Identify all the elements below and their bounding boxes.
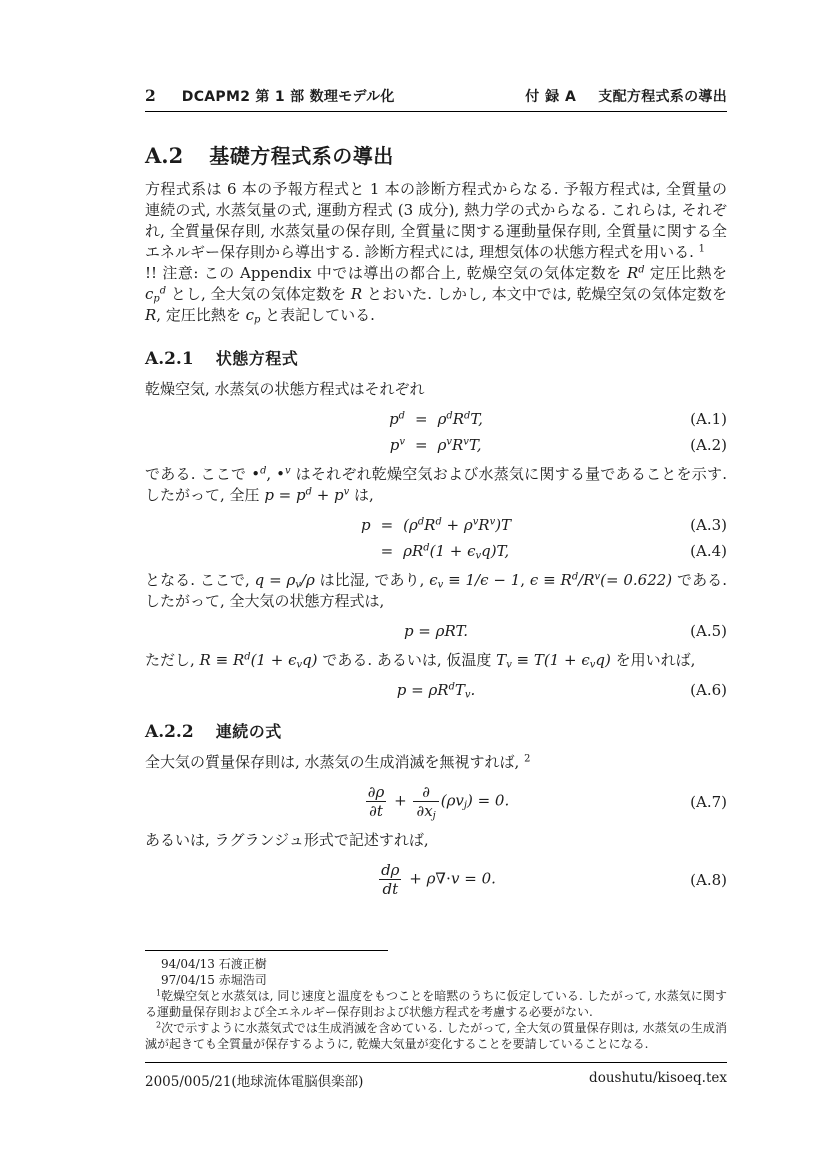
equation-label-cell	[468, 622, 727, 640]
header-appendix-label: 付 録 A	[525, 89, 577, 105]
equation-label-cell	[511, 542, 727, 560]
section-title: 基礎方程式系の導出	[209, 144, 394, 168]
equation-a2-rhs: $\rho^vR^vT$,	[437, 436, 482, 454]
equation-a1-label: (A.1)	[690, 410, 727, 428]
equation-a4-rhs: $\rho R^d(1 + \epsilon_vq)T$,	[403, 542, 510, 562]
equation-label-cell	[475, 681, 727, 699]
equation-a3-label: (A.3)	[690, 516, 727, 534]
equation-a8	[145, 861, 727, 898]
footnote-1-marker: 1	[156, 988, 162, 998]
equation-a3-relation: =	[380, 516, 394, 534]
equation-a5-label: (A.5)	[690, 622, 727, 640]
virtual-temperature-paragraph: ただし, $R \equiv R^d(1 + \epsilon_vq)$ である. あるいは, 仮温度 $T_v \equiv T(1 + \epsilon_vq)$ を用いれば,	[145, 651, 696, 671]
section-heading	[145, 140, 727, 169]
subsection-number: A.2.1	[145, 349, 194, 369]
equation-label-cell	[511, 516, 727, 534]
intro-paragraph: 方程式系は 6 本の予報方程式と 1 本の診断方程式からなる. 予報方程式は, 全質量の連続の式, 水蒸気量の式, 運動方程式 (3 成分), 熱力学の式からなる. これらは, それぞれ, 全質量保存則, 水蒸気量の保存則, 全質量に関する運動量保存則, 全質量に関する全エネルギー保存則から導出する. 診断方程式には, 理想気体の状態方程式を用いる. $^1$	[145, 180, 727, 261]
equation-label-cell	[509, 793, 727, 811]
equation-label-cell	[496, 871, 727, 889]
subsection-heading-state-equation	[145, 346, 727, 369]
footnote-1	[145, 988, 727, 1020]
subsection-heading-continuity	[145, 719, 727, 742]
header-left	[145, 86, 395, 106]
equation-a1-lhs: $p^d$	[389, 410, 405, 428]
equation-a1-relation: =	[415, 410, 428, 428]
equation-a4-relation: =	[380, 542, 394, 560]
equation-a5	[145, 622, 727, 640]
mass-conservation-paragraph: 全大気の質量保存則は, 水蒸気の生成消滅を無視すれば, $^2$	[145, 753, 531, 771]
subsection-title: 連続の式	[215, 722, 282, 741]
equation-a7	[145, 783, 727, 820]
subsection-number: A.2.2	[145, 722, 194, 742]
footnote-2	[145, 1020, 727, 1052]
specific-humidity-paragraph: となる. ここで, $q = \rho_v/\rho$ は比湿, であり, $\epsilon_v \equiv 1/\epsilon - 1$, $\epsilon \equiv R^d/R^v(= 0.622)$ である. したがって, 全大気の状態方程式は,	[145, 571, 727, 610]
equation-label-cell	[483, 410, 727, 428]
footnote-2-text: 次で示すように水蒸気式では生成消滅を含めている. したがって, 全大気の質量保存則は, 水蒸気の生成消滅が起きても全質量が保存するように, 乾燥大気量が変化することを要請していることになる.	[145, 1021, 727, 1051]
footer-left-credit: 2005/005/21(地球流体電脳倶楽部)	[145, 1074, 364, 1090]
page-footer	[145, 1062, 727, 1090]
equation-a3-lhs: p	[360, 516, 371, 534]
footnote-block	[145, 950, 727, 1052]
header-right-title: 支配方程式系の導出	[598, 89, 727, 105]
equation-a7-body: $\frac{\partial\rho}{\partial t}$ + $\frac{\partial}{\partial x_j}$ $(\rho v_j) = 0$.	[367, 783, 510, 822]
footnote-2-marker: 2	[156, 1020, 162, 1030]
footnote-rule	[145, 950, 388, 951]
footnote-date-2: 97/04/15 赤堀浩司	[161, 973, 267, 987]
equation-a7-label: (A.7)	[690, 792, 727, 811]
equation-a3-rhs: $(\rho^dR^d + \rho^vR^v)T$	[403, 516, 512, 534]
equation-a1-rhs: $\rho^dR^dT$,	[437, 410, 483, 428]
page-number: 2	[145, 86, 156, 105]
equation-a8-body: $\frac{d\rho}{dt}$ + ρ∇⋅v = 0.	[381, 861, 496, 898]
state-eq-lead-paragraph: 乾燥空気, 水蒸気の状態方程式はそれぞれ	[145, 380, 425, 398]
equation-a2-label: (A.2)	[690, 436, 727, 454]
footer-right-filename: doushutu/kisoeq.tex	[589, 1070, 727, 1086]
equation-label-cell	[483, 436, 727, 454]
equation-a2-lhs: $p^v$	[389, 436, 405, 454]
equation-group-a3-a4	[145, 516, 727, 560]
footnote-1-text: 乾燥空気と水蒸気は, 同じ速度と温度をもつことを暗黙のうちに仮定している. したがって, 水蒸気に関する運動量保存則および全エネルギー保存則および状態方程式を考慮する必要がない.	[145, 989, 727, 1019]
equation-a8-label: (A.8)	[690, 870, 727, 889]
equation-a2-relation: =	[415, 436, 428, 454]
notice-paragraph: !! 注意: この Appendix 中では導出の都合上, 乾燥空気の気体定数を $R^d$ 定圧比熱を $c_p^d$ とし, 全大気の気体定数を R とおいた. しかし, 本文中では, 乾燥空気の気体定数を R, 定圧比熱を $c_p$ と表記している.	[145, 264, 727, 326]
footnote-date-1: 94/04/13 石渡正樹	[161, 957, 267, 971]
equation-a4-label: (A.4)	[690, 542, 727, 560]
total-pressure-paragraph: である. ここで •$^d$, •$^v$ はそれぞれ乾燥空気および水蒸気に関する量であることを示す. したがって, 全圧 $p = p^d + p^v$ は,	[145, 465, 727, 504]
equation-a6-body: $p = \rho R^dT_v$.	[396, 681, 476, 701]
equation-a5-body: p = ρRT.	[403, 622, 469, 640]
section-number: A.2	[145, 143, 184, 168]
equation-group-a1-a2	[145, 410, 727, 454]
lagrangian-paragraph: あるいは, ラグランジュ形式で記述すれば,	[145, 831, 429, 849]
header-right	[525, 86, 727, 106]
running-header	[145, 86, 727, 112]
equation-a6-label: (A.6)	[690, 681, 728, 699]
equation-a6	[145, 681, 727, 699]
header-left-title: DCAPM2 第 1 部 数理モデル化	[181, 89, 395, 105]
subsection-title: 状態方程式	[215, 349, 299, 368]
